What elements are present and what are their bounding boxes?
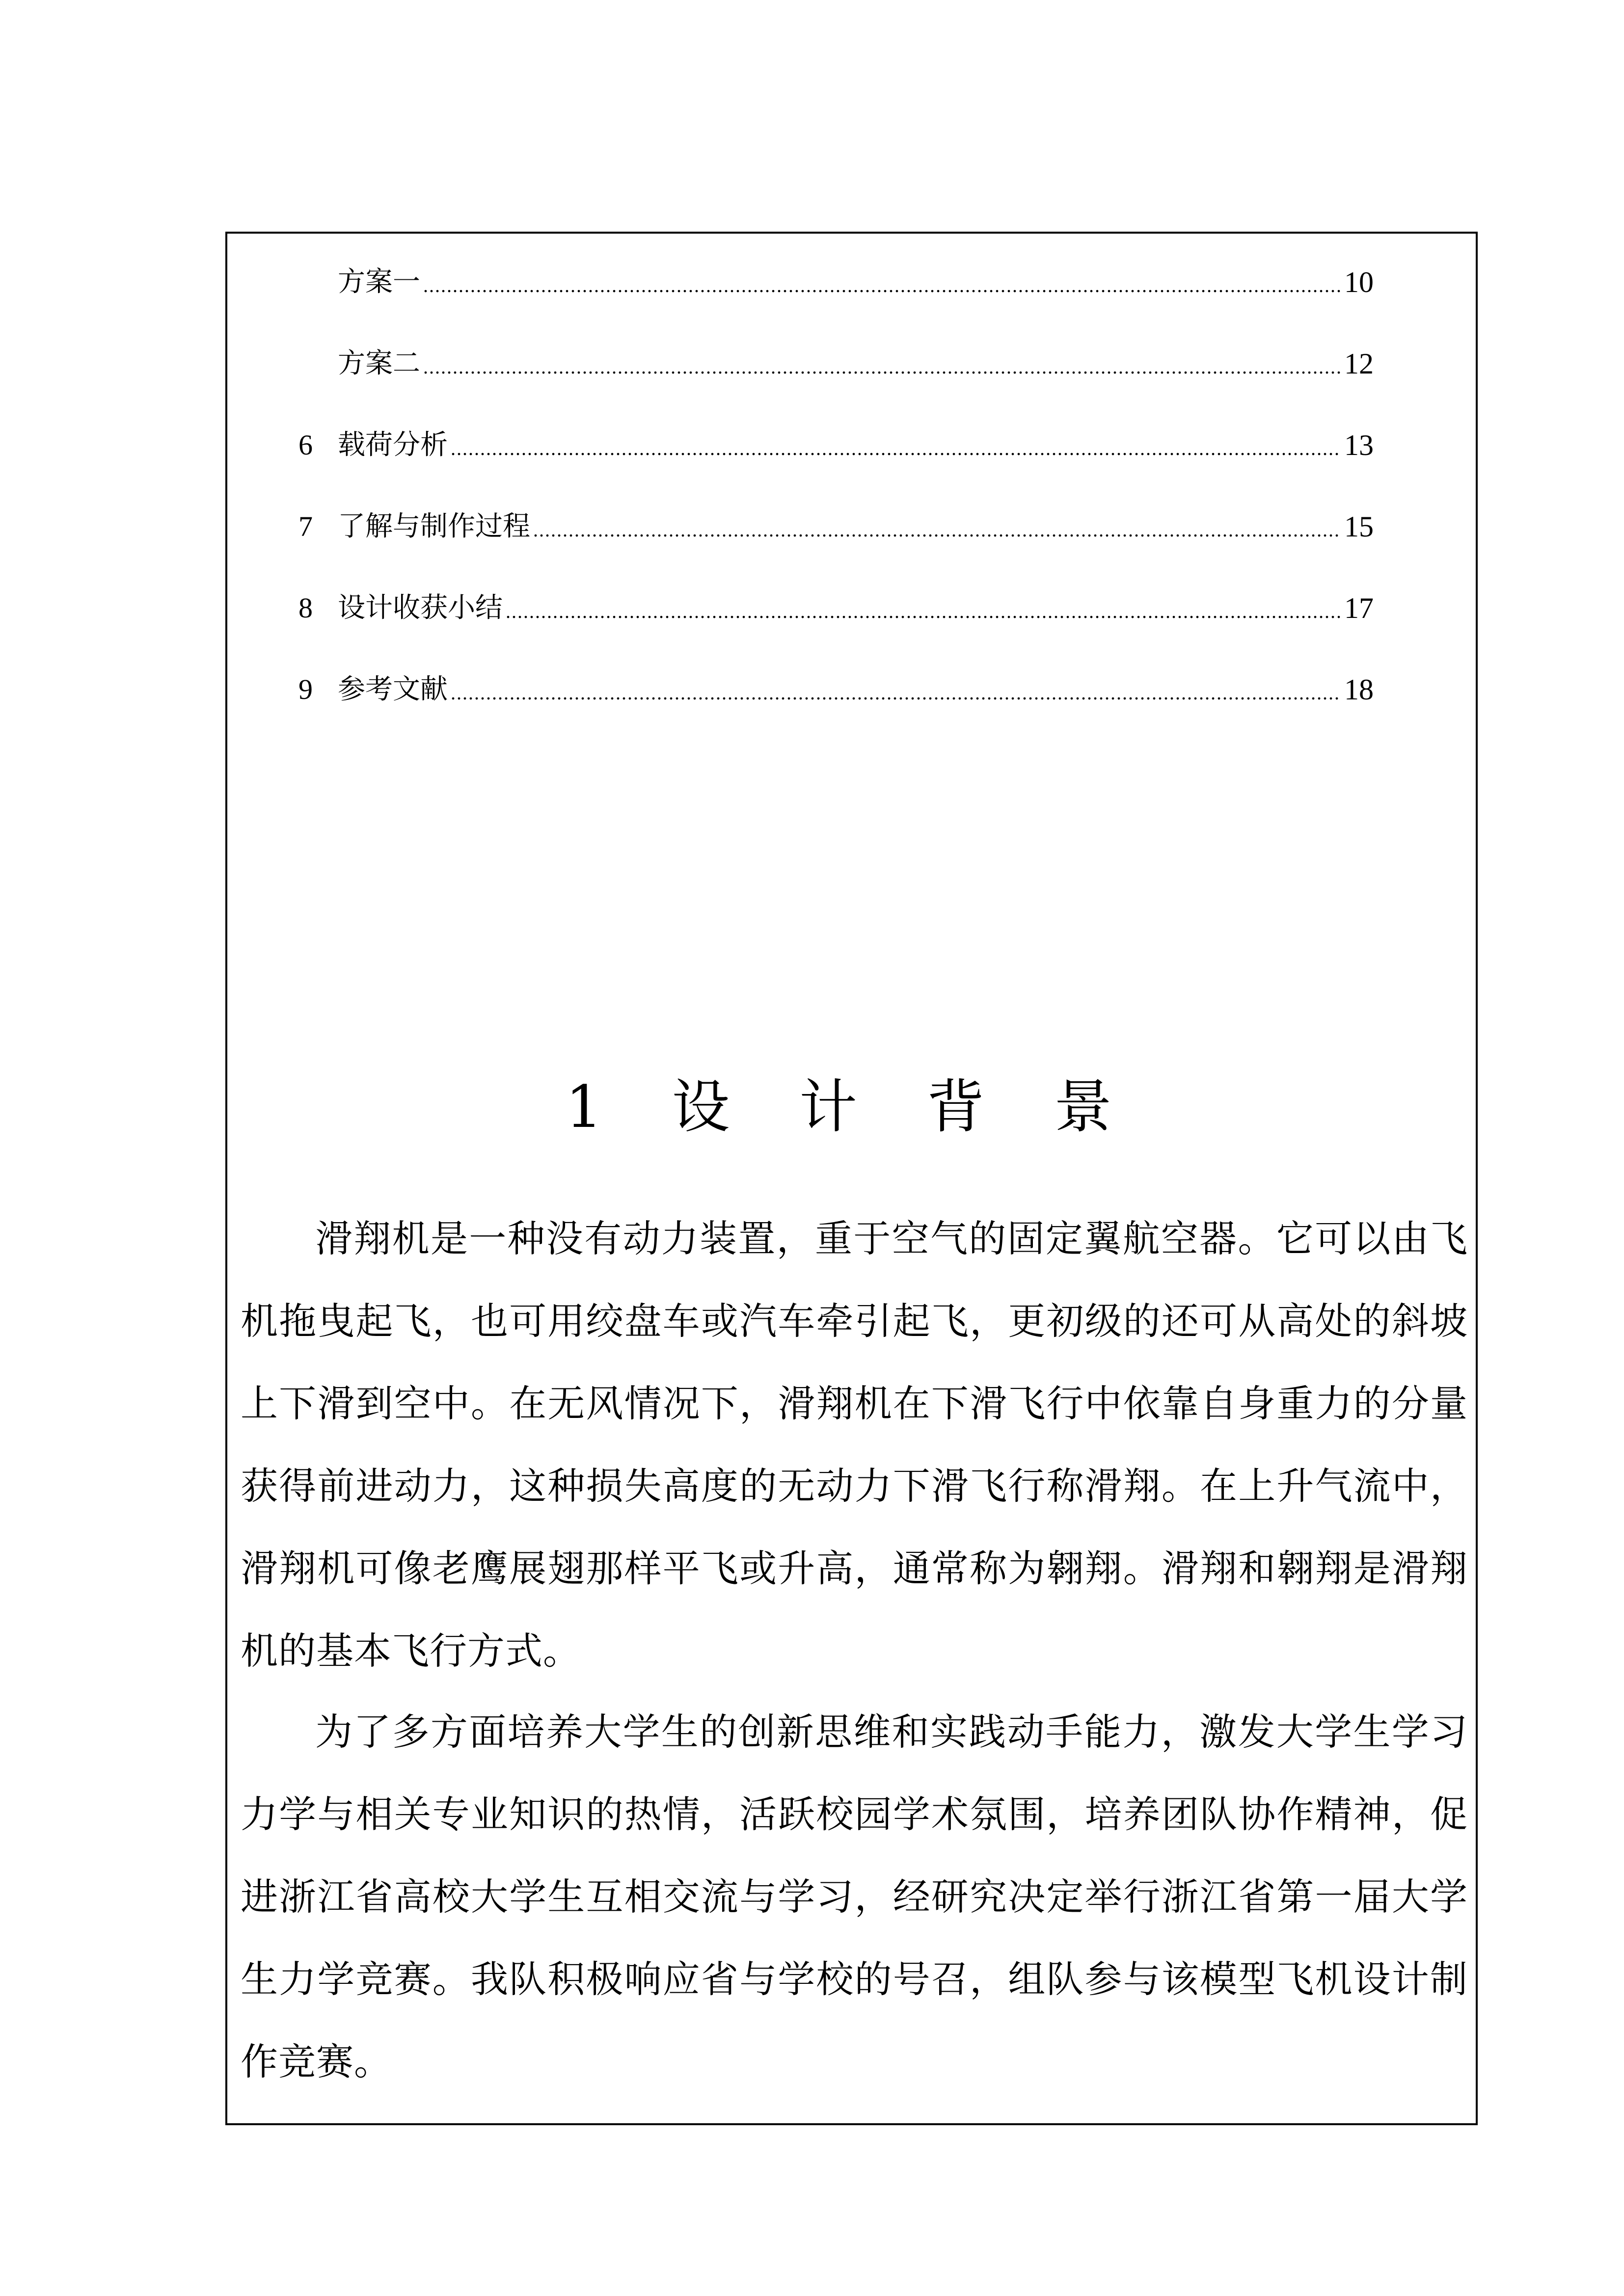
toc-entry-page: 15: [1344, 510, 1374, 543]
toc-entry[interactable]: [298, 418, 1374, 462]
toc-entry-number: 8: [298, 592, 313, 624]
toc-entry[interactable]: [298, 337, 1374, 381]
toc-entry-number: 7: [298, 510, 313, 542]
toc-entry-title: 设计收获小结: [338, 592, 503, 624]
toc-entry[interactable]: [298, 581, 1374, 625]
toc-entry[interactable]: [298, 500, 1374, 544]
toc-entry-title: 了解与制作过程: [338, 510, 530, 542]
toc-dot-leader: [533, 509, 1341, 544]
toc-entry-number: 6: [298, 429, 313, 461]
toc-entry-page: 10: [1344, 266, 1374, 298]
section-heading: 1 设 计 背 景: [565, 1073, 1138, 1141]
toc-entry-page: 18: [1344, 673, 1374, 706]
toc-entry-page: 12: [1344, 347, 1374, 380]
toc-entry-title: 方案一: [338, 266, 420, 298]
body-paragraph: 为了多方面培养大学生的创新思维和实践动手能力，激发大学生学习力学与相关专业知识的热情，活跃校园学术氛围，培养团队协作精神，促进浙江省高校大学生互相交流与学习，经研究决定举行浙江省第一届大学生力学竞赛。我队积极响应省与学校的号召，组队参与该模型飞机设计制作竞赛。: [241, 1710, 1468, 2083]
toc-entry[interactable]: [298, 255, 1374, 299]
toc-entry[interactable]: [298, 663, 1374, 707]
toc-entry-number: 9: [298, 673, 313, 705]
toc-entry-title: 参考文献: [338, 673, 448, 705]
toc-dot-leader: [506, 591, 1341, 625]
toc-entry-title: 载荷分析: [338, 429, 448, 461]
toc-entry-page: 13: [1344, 429, 1374, 461]
toc-entry-title: 方案二: [338, 347, 420, 379]
toc-dot-leader: [423, 265, 1341, 299]
toc-dot-leader: [423, 347, 1341, 381]
toc-dot-leader: [451, 428, 1341, 462]
body-paragraph: 滑翔机是一种没有动力装置，重于空气的固定翼航空器。它可以由飞机拖曳起飞，也可用绞盘车或汽车牵引起飞，更初级的还可从高处的斜坡上下滑到空中。在无风情况下，滑翔机在下滑飞行中依靠自身重力的分量获得前进动力，这种损失高度的无动力下滑飞行称滑翔。在上升气流中，滑翔机可像老鹰展翅那样平飞或升高，通常称为翱翔。滑翔和翱翔是滑翔机的基本飞行方式。: [241, 1217, 1468, 1673]
toc-entry-page: 17: [1344, 592, 1374, 624]
toc-dot-leader: [451, 672, 1341, 707]
